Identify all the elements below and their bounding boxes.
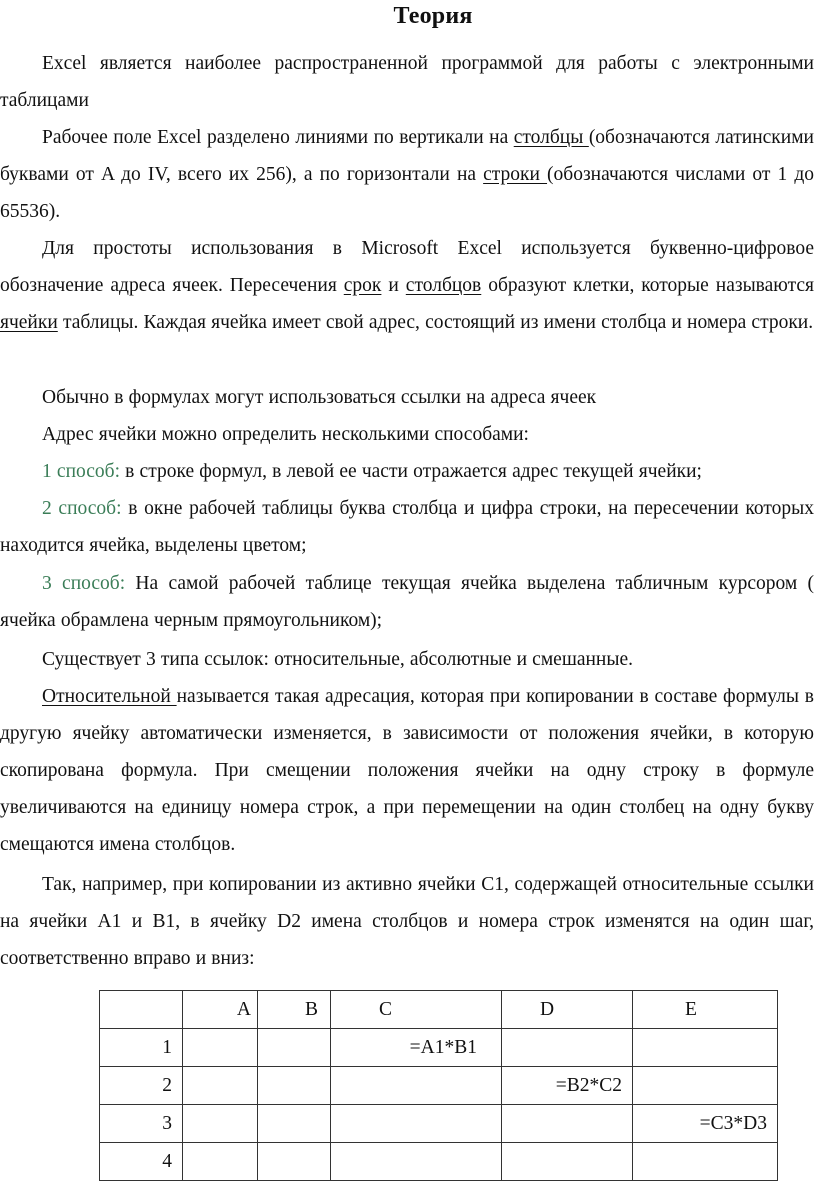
text-segment: (обозначаются числами от 1 до 65536). <box>0 164 814 222</box>
example-table <box>99 990 778 1181</box>
row-header: 4 <box>100 1143 183 1181</box>
table-cell <box>183 1067 258 1105</box>
term-cells: ячейки <box>0 312 58 333</box>
table-corner-cell <box>100 991 183 1029</box>
paragraph-relative <box>0 678 814 863</box>
table-cell <box>183 1105 258 1143</box>
row-header: 2 <box>100 1067 183 1105</box>
row-header: 3 <box>100 1105 183 1143</box>
table-cell <box>331 1143 502 1181</box>
table-header-row <box>100 991 778 1029</box>
term-columns: столбцов <box>405 275 482 296</box>
text-segment: Рабочее поле Excel разделено линиями по вертикали на <box>42 127 514 148</box>
table-cell <box>183 1143 258 1181</box>
text-segment: называется такая адресация, которая при копировании в составе формулы в другую ячейку автоматически изменяется, в зависимости от положения ячейки, в которую скопирована формула. При смещении положения ячейки на одну строку в формуле увеличиваются на единицу номера строк, а при перемещении на один столбец на одну букву смещаются имена столбцов. <box>0 686 814 855</box>
table-row <box>100 1143 778 1181</box>
table-cell <box>183 1029 258 1067</box>
paragraph-intro <box>0 45 814 119</box>
column-header-e: E <box>633 991 778 1029</box>
table-cell <box>331 1067 502 1105</box>
table-cell <box>331 1105 502 1143</box>
table-row <box>100 1029 778 1067</box>
term-rows: строки <box>483 164 548 185</box>
text-segment: образуют клетки, которые называются <box>481 275 814 296</box>
method-3-label: 3 способ: <box>42 573 126 594</box>
table-cell-formula: =A1*B1 <box>331 1029 502 1067</box>
paragraph-addressing <box>0 230 814 341</box>
paragraph-workfield <box>0 119 814 230</box>
column-header-d: D <box>502 991 633 1029</box>
table-cell <box>502 1029 633 1067</box>
method-3-text: На самой рабочей таблице текущая ячейка выделена табличным курсором ( ячейка обрамлена черным прямоугольником); <box>0 573 815 631</box>
page-title: Теория <box>393 3 473 29</box>
text-segment: и <box>381 275 406 296</box>
column-header-b: B <box>258 991 331 1029</box>
column-header-c: C <box>331 991 502 1029</box>
term-relative: Относительной <box>42 686 177 707</box>
column-header-a: A <box>183 991 258 1029</box>
paragraph-ref-types-text: Существует 3 типа ссылок: относительные, абсолютные и смешанные. <box>42 649 634 670</box>
table-cell <box>502 1143 633 1181</box>
method-1-text: в строке формул, в левой ее части отражается адрес текущей ячейки; <box>120 461 702 482</box>
table-cell <box>258 1029 331 1067</box>
method-2-label: 2 способ: <box>42 498 122 519</box>
text-segment: Для простоты использования в Microsoft Excel используется буквенно-цифровое обозначение адреса ячеек. Пересечения <box>0 238 814 296</box>
table-cell <box>633 1067 778 1105</box>
paragraph-example-text: Так, например, при копировании из активно ячейки С1, содержащей относительные ссылки на ячейки А1 и В1, в ячейку D2 имена столбцов и номера строк изменятся на один шаг, соответственно вправо и вниз: <box>0 874 814 969</box>
table-cell <box>633 1143 778 1181</box>
term-columns: столбцы <box>513 127 589 148</box>
text-segment: таблицы. Каждая ячейка имеет свой адрес, состоящий из имени столбца и номера строки. <box>57 312 814 333</box>
method-1 <box>0 453 814 490</box>
table-cell-formula: =B2*C2 <box>502 1067 633 1105</box>
table-cell <box>633 1029 778 1067</box>
paragraph-methods-intro-text: Адрес ячейки можно определить несколькими способами: <box>42 424 529 445</box>
method-2 <box>0 490 814 564</box>
table-cell <box>258 1067 331 1105</box>
text-segment: (обозначаются латинскими буквами от A до IV, всего их 256), а по горизонтали на <box>0 127 814 185</box>
table-cell-formula: =C3*D3 <box>633 1105 778 1143</box>
paragraph-ref-types <box>0 641 814 678</box>
term-rows-typo: срок <box>343 275 382 296</box>
table-cell <box>258 1105 331 1143</box>
paragraph-intro-text: Excel является наиболее распространенной программой для работы с электронными таблицами <box>0 53 814 111</box>
table-cell <box>502 1105 633 1143</box>
table-cell <box>258 1143 331 1181</box>
paragraph-formulas-text: Обычно в формулах могут использоваться ссылки на адреса ячеек <box>42 387 597 408</box>
row-header: 1 <box>100 1029 183 1067</box>
method-2-text: в окне рабочей таблицы буква столбца и цифра строки, на пересечении которых находится ячейка, выделены цветом; <box>0 498 814 556</box>
table-row <box>100 1105 778 1143</box>
method-1-label: 1 способ: <box>42 461 120 482</box>
method-3 <box>0 565 814 639</box>
table-row <box>100 1067 778 1105</box>
paragraph-methods-intro <box>0 416 814 453</box>
paragraph-formulas <box>0 379 814 416</box>
paragraph-example <box>0 866 814 977</box>
